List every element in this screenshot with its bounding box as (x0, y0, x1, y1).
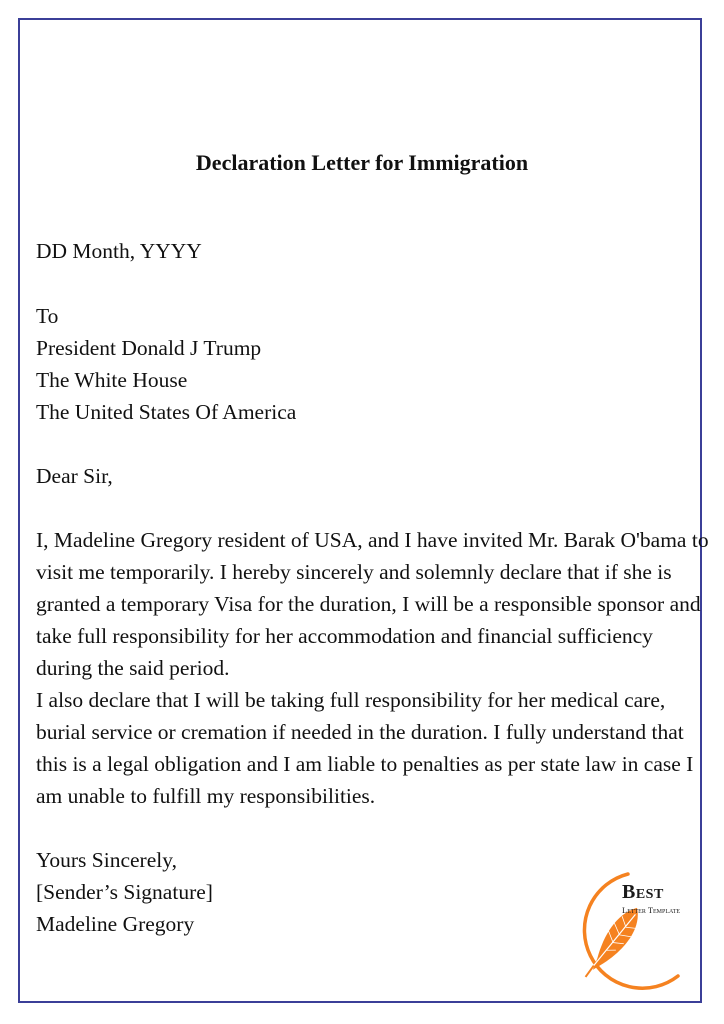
recipient-line: The United States Of America (36, 400, 297, 424)
letter-date: DD Month, YYYY (36, 239, 202, 263)
body-line: this is a legal obligation and I am liable to penalties as per state law in case I (36, 752, 694, 776)
body-line: I, Madeline Gregory resident of USA, and I have invited Mr. Barak O'bama to (36, 528, 709, 552)
logo-tagline: Letter Template (622, 905, 681, 915)
recipient-line: The White House (36, 368, 188, 392)
brand-logo (560, 868, 705, 993)
recipient-address (36, 300, 296, 428)
body-line: take full responsibility for her accommodation and financial sufficiency (36, 624, 653, 648)
recipient-line: President Donald J Trump (36, 336, 262, 360)
body-line: granted a temporary Visa for the duration, I will be a responsible sponsor and (36, 592, 701, 616)
body-line: am unable to fulfill my responsibilities. (36, 784, 376, 808)
body-line: visit me temporarily. I hereby sincerely and solemnly declare that if she is (36, 560, 672, 584)
body-line: burial service or cremation if needed in the duration. I fully understand that (36, 720, 684, 744)
salutation: Dear Sir, (36, 464, 113, 488)
letter-closing (36, 844, 213, 940)
recipient-line: To (36, 304, 59, 328)
letter-body (36, 524, 709, 812)
closing-line: Yours Sincerely, (36, 848, 177, 872)
body-line: during the said period. (36, 656, 230, 680)
body-line: I also declare that I will be taking full responsibility for her medical care, (36, 688, 666, 712)
signature-placeholder: [Sender’s Signature] (36, 880, 213, 904)
logo-brand-text: Best (622, 881, 664, 903)
document-title: Declaration Letter for Immigration (195, 150, 529, 175)
sender-name: Madeline Gregory (36, 912, 195, 936)
